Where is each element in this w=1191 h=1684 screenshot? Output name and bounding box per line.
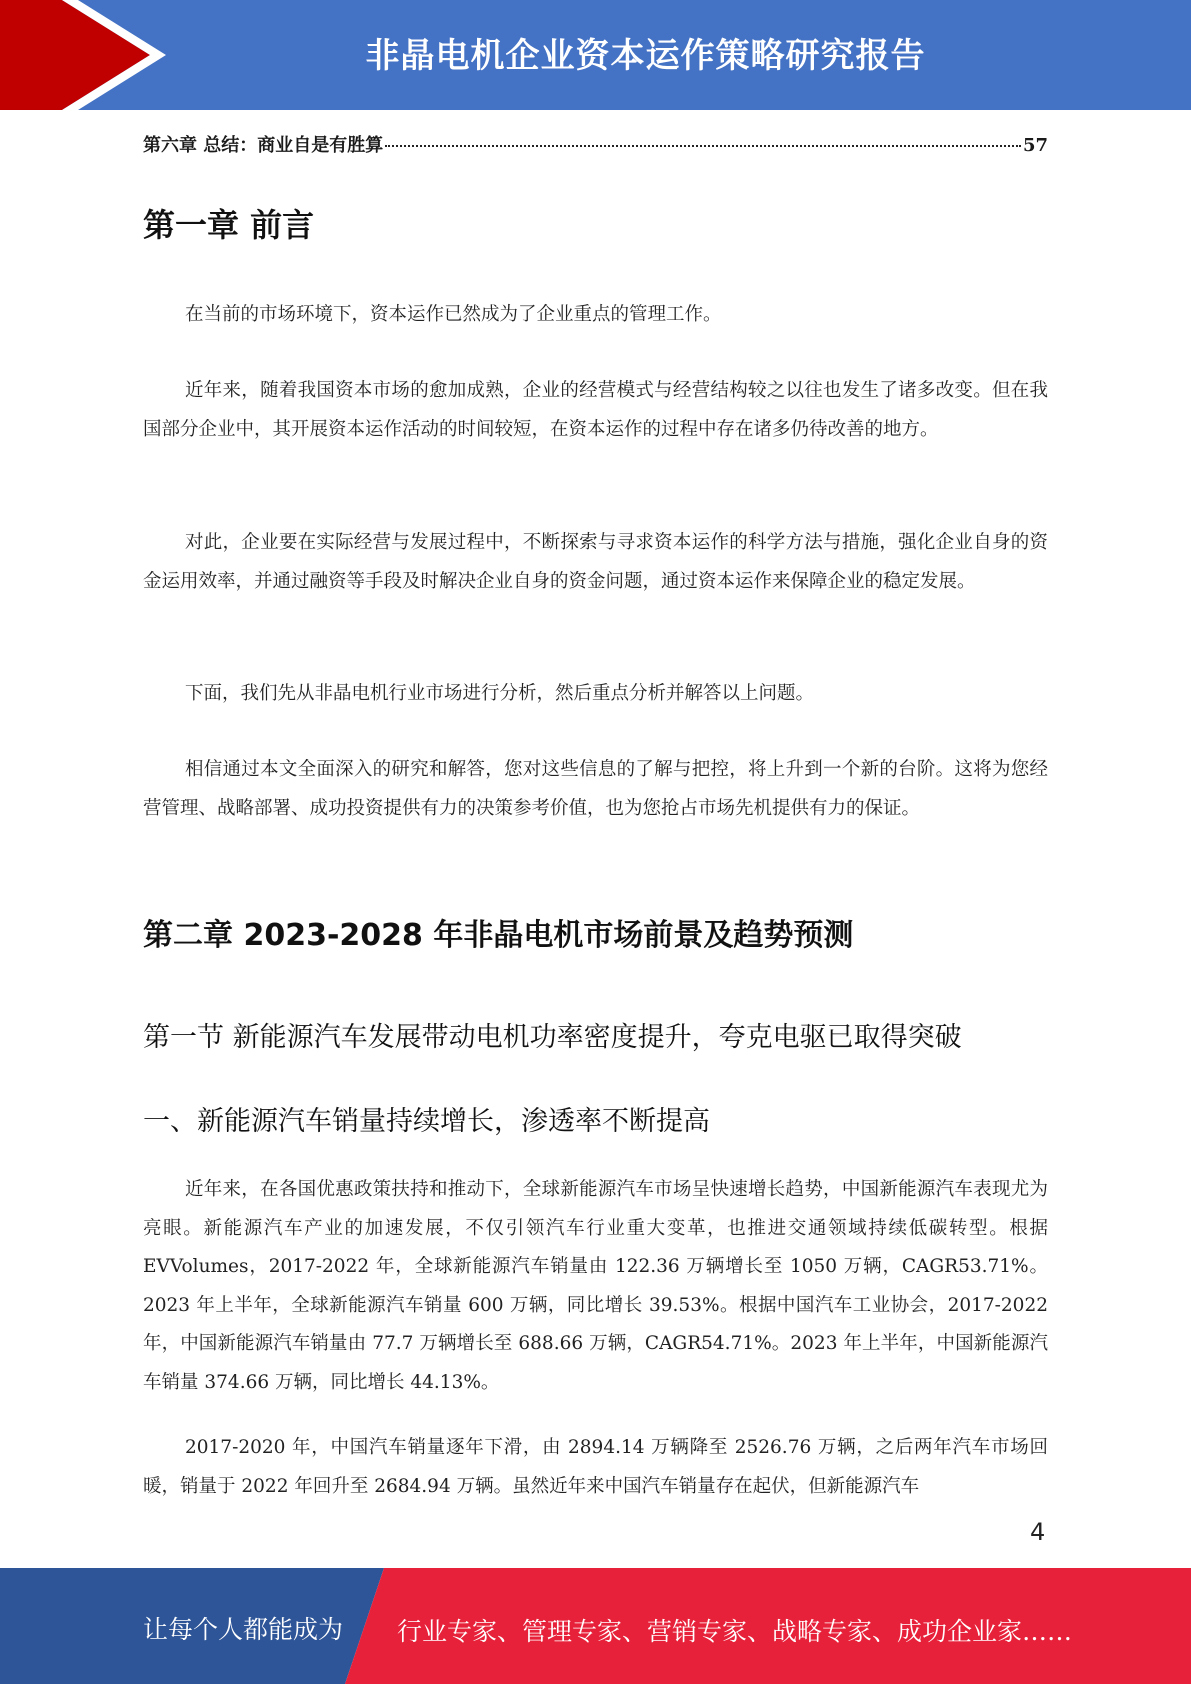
header-banner: [0, 0, 1191, 110]
chapter-2-heading: 第二章 2023-2028 年非晶电机市场前景及趋势预测: [143, 918, 854, 953]
paragraph: 相信通过本文全面深入的研究和解答，您对这些信息的了解与把控，将上升到一个新的台阶。这将为您经营管理、战略部署、成功投资提供有力的决策参考价值，也为您抢占市场先机提供有力的保证。: [143, 759, 1048, 819]
toc-entry-page: 57: [1022, 135, 1048, 156]
paragraph: 对此，企业要在实际经营与发展过程中，不断探索与寻求资本运作的科学方法与措施，强化企业自身的资金运用效率，并通过融资等手段及时解决企业自身的资金问题，通过资本运作来保障企业的稳定发展。: [143, 532, 1048, 592]
paragraph: 在当前的市场环境下，资本运作已然成为了企业重点的管理工作。: [185, 304, 722, 325]
paragraph: 下面，我们先从非晶电机行业市场进行分析，然后重点分析并解答以上问题。: [185, 683, 815, 704]
toc-entry-label: 第六章 总结：商业自是有胜算: [143, 135, 384, 156]
page-number: 4: [1030, 1518, 1046, 1546]
footer-slogan-right: 行业专家、管理专家、营销专家、战略专家、成功企业家……: [397, 1617, 1073, 1646]
section-heading: 第一节 新能源汽车发展带动电机功率密度提升，夸克电驱已取得突破: [143, 1022, 962, 1053]
paragraph: 近年来，在各国优惠政策扶持和推动下，全球新能源汽车市场呈快速增长趋势，中国新能源汽车表现尤为亮眼。新能源汽车产业的加速发展，不仅引领汽车行业重大变革，也推进交通领域持续低碳转型。根据 EVVolumes，2017-2022 年，全球新能源汽车销量由 122.36 万辆增长至 1050 万辆，CAGR53.71%。2023 年上半年，全球新能源汽车销量 600 万辆，同比增长 39.53%。根据中国汽车工业协会，2017-2022 年，中国新能源汽车销量由 77.7 万辆增长至 688.66 万辆，CAGR54.71%。2023 年上半年，中国新能源汽车销量 374.66 万辆，同比增长 44.13%。: [143, 1179, 1048, 1393]
document-title: 非晶电机企业资本运作策略研究报告: [365, 36, 926, 76]
toc-entry[interactable]: [143, 131, 1048, 157]
paragraph: 近年来，随着我国资本市场的愈加成熟，企业的经营模式与经营结构较之以往也发生了诸多改变。但在我国部分企业中，其开展资本运作活动的时间较短，在资本运作的过程中存在诸多仍待改善的地方。: [143, 380, 1048, 440]
footer-banner: [0, 1568, 1191, 1684]
subsection-heading: 一、新能源汽车销量持续增长，渗透率不断提高: [143, 1106, 710, 1137]
paragraph: 2017-2020 年，中国汽车销量逐年下滑，由 2894.14 万辆降至 2526.76 万辆，之后两年汽车市场回暖，销量于 2022 年回升至 2684.94 万辆。虽然近年来中国汽车销量存在起伏，但新能源汽车: [143, 1437, 1048, 1497]
footer-slogan-left: 让每个人都能成为: [143, 1615, 344, 1644]
toc-leader-dots: [385, 145, 1021, 147]
chapter-1-heading: 第一章 前言: [143, 206, 315, 244]
